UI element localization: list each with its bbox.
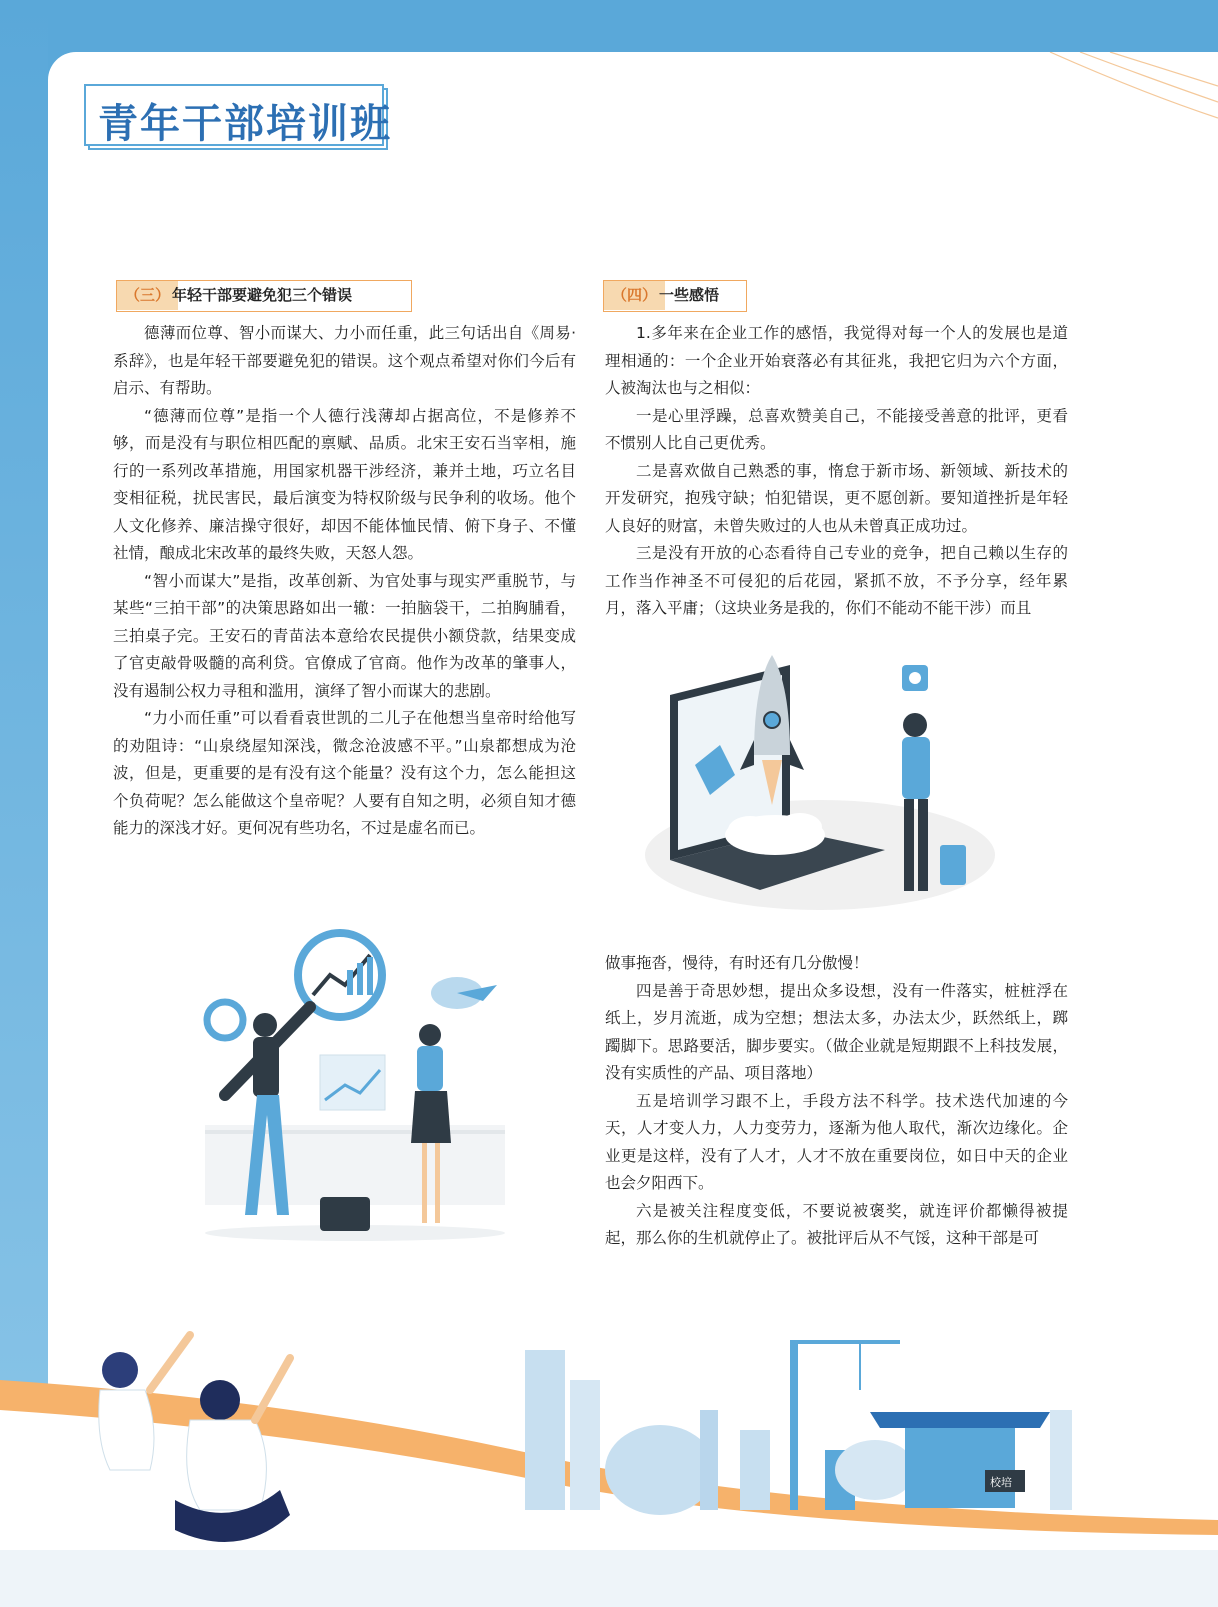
paragraph: 做事拖沓，慢待，有时还有几分傲慢！ (605, 954, 869, 972)
building-sign: 校培 (990, 1476, 1012, 1489)
paragraph: 五是培训学习跟不上，手段方法不科学。技术迭代加速的今天，人才变人力，人力变劳力，逐渐为他人取代，渐次边缘化。企业更是这样，没有了人才，人才不放在重要岗位，如日中天的企业也会夕阳西下。 (605, 1091, 1068, 1192)
paragraph: 1.多年来在企业工作的感悟，我觉得对每一个人的发展也是道理相通的：一个企业开始衰落必有其征兆，我把它归为六个方面，人被淘汰也与之相似： (605, 324, 1068, 397)
section4-header (603, 280, 747, 312)
section4-body-top (605, 320, 1068, 623)
top-band (0, 0, 1218, 52)
rocket-laptop-illustration (640, 655, 1000, 915)
section4-number: （四） (604, 281, 665, 310)
section3-body (113, 320, 576, 843)
corner-lines-decoration (1040, 52, 1218, 132)
section4-body-bottom (605, 950, 1068, 1253)
paragraph: 四是善于奇思妙想，提出众多设想，没有一件落实，桩桩浮在纸上，岁月流逝，成为空想；想法太多，办法太少，跃然纸上，踯躅脚下。思路要活，脚步要实。（做企业就是短期跟不上科技发展，没有实质性的产品、项目落地） (605, 981, 1068, 1082)
section4-title: 一些感悟 (659, 286, 720, 304)
paragraph: “德薄而位尊”是指一个人德行浅薄却占据高位，不是修养不够，而是没有与职位相匹配的禀赋、品质。北宋王安石当宰相，施行的一系列改革措施，用国家机器干涉经济，兼并土地，巧立名目变相征税，扰民害民，最后演变为特权阶级与民争利的收场。他个人文化修养、廉洁操守很好，却因不能体恤民情、俯下身子、不懂社情，酿成北宋改革的最终失败，天怒人怨。 (113, 406, 576, 562)
page-title: 青年干部培训班 (98, 101, 392, 147)
section3-header (116, 280, 412, 312)
business-analysis-illustration (165, 915, 545, 1245)
bottom-city-illustration (0, 1320, 1218, 1607)
paragraph: “智小而谋大”是指，改革创新、为官处事与现实严重脱节，与某些“三拍干部”的决策思路如出一辙：一拍脑袋干，二拍胸脯看，三拍桌子完。王安石的青苗法本意给农民提供小额贷款，结果变成了官吏敲骨吸髓的高利贷。官僚成了官商。他作为改革的肇事人，没有遏制公权力寻租和滥用，演绎了智小而谋大的悲剧。 (113, 571, 576, 700)
paragraph: “力小而任重”可以看看袁世凯的二儿子在他想当皇帝时给他写的劝阻诗：“山泉绕屋知深浅，微念沧波感不平。”山泉都想成为沧波，但是，更重要的是有没有这个能量？没有这个力，怎么能担这个负荷呢？怎么能做这个皇帝呢？人要有自知之明，必须自知才德能力的深浅才好。更何况有些功名，不过是虚名而已。 (113, 709, 576, 837)
paragraph: 六是被关注程度变低，不要说被褒奖，就连评价都懒得被提起，那么你的生机就停止了。被批评后从不气馁，这种干部是可 (605, 1201, 1068, 1247)
paragraph: 德薄而位尊、智小而谋大、力小而任重，此三句话出自《周易·系辞》，也是年轻干部要避免犯的错误。这个观点希望对你们今后有启示、有帮助。 (113, 324, 576, 397)
section3-title: 年轻干部要避免犯三个错误 (172, 286, 353, 304)
paragraph: 二是喜欢做自己熟悉的事，惰怠于新市场、新领域、新技术的开发研究，抱残守缺；怕犯错误，更不愿创新。要知道挫折是年轻人良好的财富，未曾失败过的人也从未曾真正成功过。 (605, 461, 1068, 535)
section3-number: （三） (117, 281, 178, 310)
paragraph: 三是没有开放的心态看待自己专业的竞争，把自己赖以生存的工作当作神圣不可侵犯的后花园，紧抓不放，不予分享，经年累月，落入平庸；（这块业务是我的，你们不能动不能干涉）而且 (605, 544, 1068, 617)
paragraph: 一是心里浮躁，总喜欢赞美自己，不能接受善意的批评，更看不惯别人比自己更优秀。 (605, 406, 1068, 452)
